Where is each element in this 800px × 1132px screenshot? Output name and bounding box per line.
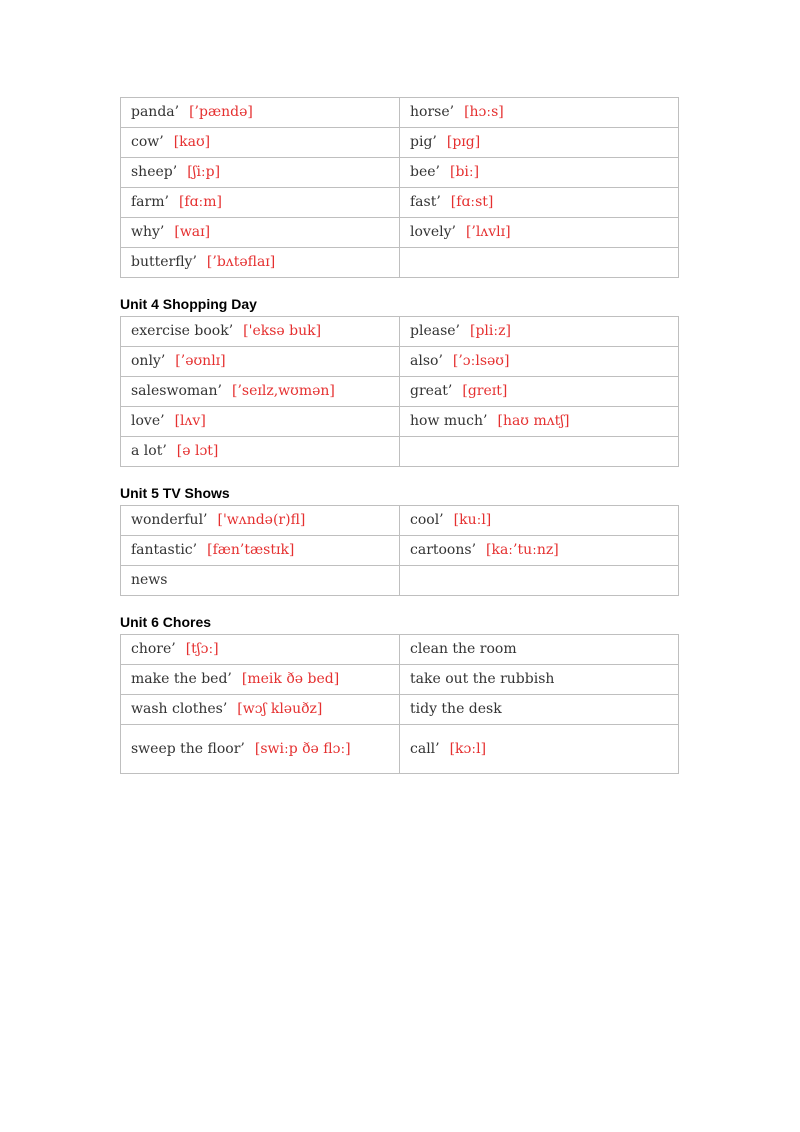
vocab-cell: why’ [waɪ] [121, 218, 400, 248]
unit-heading: Unit 4 Shopping Day [120, 296, 257, 312]
vocab-cell: lovely’ [’lʌvlɪ] [400, 218, 679, 248]
vocab-cell: how much’ [haʊ mʌtʃ] [400, 407, 679, 437]
vocab-cell: also’ [’ɔːlsəʊ] [400, 347, 679, 377]
table-row [121, 188, 679, 218]
vocab-cell: a lot’ [ə lɔt] [121, 437, 400, 467]
vocab-cell: panda’ [’pændə] [121, 98, 400, 128]
vocab-cell: farm’ [fɑːm] [121, 188, 400, 218]
vocab-cell: cow’ [kaʊ] [121, 128, 400, 158]
vocabulary-page [120, 97, 680, 774]
vocab-cell: exercise book’ ['eksə buk] [121, 317, 400, 347]
table-row [121, 98, 679, 128]
vocab-cell: tidy the desk [400, 695, 679, 725]
table-row [121, 158, 679, 188]
table-row [121, 725, 679, 774]
vocab-cell: cartoons’ [kaː’tuːnz] [400, 536, 679, 566]
table-row [121, 377, 679, 407]
vocab-cell: love’ [lʌv] [121, 407, 400, 437]
vocab-cell: sheep’ [ʃiːp] [121, 158, 400, 188]
table-row [121, 347, 679, 377]
table-row [121, 407, 679, 437]
table-row [121, 248, 679, 278]
vocab-cell: pig’ [pɪg] [400, 128, 679, 158]
vocab-cell: wonderful’ ['wʌndə(r)fl] [121, 506, 400, 536]
table-row [121, 695, 679, 725]
table-row [121, 536, 679, 566]
vocab-cell: take out the rubbish [400, 665, 679, 695]
vocab-cell: make the bed’ [meik ðə bed] [121, 665, 400, 695]
vocab-cell-empty [400, 248, 679, 278]
unit-heading: Unit 6 Chores [120, 614, 212, 630]
vocab-cell: only’ [’əʊnlɪ] [121, 347, 400, 377]
vocab-cell: news [121, 566, 400, 596]
vocab-cell-empty [400, 437, 679, 467]
vocab-cell: saleswoman’ [’seɪlz,wʊmən] [121, 377, 400, 407]
vocab-cell: bee’ [biː] [400, 158, 679, 188]
vocab-cell: fantastic’ [fæn’tæstɪk] [121, 536, 400, 566]
vocab-table [120, 97, 679, 278]
unit-heading: Unit 5 TV Shows [120, 485, 230, 501]
vocab-cell: clean the room [400, 635, 679, 665]
vocab-cell: chore’ [tʃɔː] [121, 635, 400, 665]
vocab-table [120, 316, 679, 467]
vocab-table [120, 634, 679, 774]
vocab-cell: cool’ [kuːl] [400, 506, 679, 536]
vocab-cell: call’ [kɔːl] [400, 725, 679, 774]
table-row [121, 506, 679, 536]
vocab-cell: horse’ [hɔːs] [400, 98, 679, 128]
table-row [121, 317, 679, 347]
vocab-cell: great’ [greɪt] [400, 377, 679, 407]
table-row [121, 218, 679, 248]
vocab-cell: sweep the floor’ [swiːp ðə flɔː] [121, 725, 400, 774]
table-row [121, 566, 679, 596]
vocab-cell: wash clothes’ [wɔʃ kləuðz] [121, 695, 400, 725]
vocab-cell-empty [400, 566, 679, 596]
vocab-cell: fast’ [fɑːst] [400, 188, 679, 218]
vocab-cell: butterfly’ [’bʌtəflaɪ] [121, 248, 400, 278]
vocab-table [120, 505, 679, 596]
table-row [121, 635, 679, 665]
table-row [121, 665, 679, 695]
table-row [121, 128, 679, 158]
vocab-cell: please’ [pliːz] [400, 317, 679, 347]
table-row [121, 437, 679, 467]
